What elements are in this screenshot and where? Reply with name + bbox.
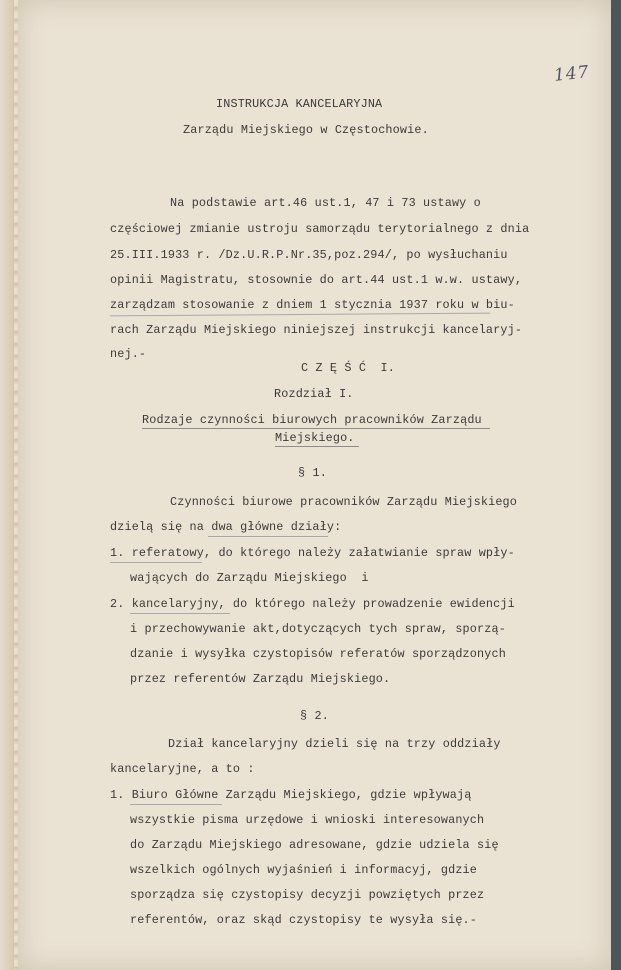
- section-line: przez referentów Zarządu Miejskiego.: [130, 672, 391, 686]
- preamble-line: nej.-: [110, 347, 147, 361]
- preamble-line: 25.III.1933 r. /Dz.U.R.P.Nr.35,poz.294/, po wysłuchaniu: [110, 248, 508, 262]
- section-line: 1. referatowy, do którego należy załatwianie spraw wpły-: [110, 546, 515, 560]
- chapter-heading: Rozdział I.: [274, 387, 354, 401]
- folio-number: 147: [553, 62, 591, 86]
- section-line: sporządza się czystopisy decyzji powziętych przez: [130, 888, 485, 902]
- section-line: do Zarządu Miejskiego adresowane, gdzie udziela się: [130, 838, 499, 852]
- part-heading: C Z Ę Ś Ć I.: [301, 361, 395, 375]
- document-title: INSTRUKCJA KANCELARYJNA: [216, 97, 383, 111]
- section-line: Czynności biurowe pracowników Zarządu Miejskiego: [170, 495, 518, 509]
- preamble-line: Na podstawie art.46 ust.1, 47 i 73 ustawy o: [170, 196, 481, 210]
- section-line: i przechowywanie akt,dotyczących tych spraw, sporzą-: [130, 622, 506, 636]
- pen-underline: [110, 562, 202, 563]
- section-line: wszystkie pisma urzędowe i wnioski interesowanych: [130, 813, 485, 827]
- section-mark: § 1.: [298, 466, 327, 480]
- section-line: kancelaryjne, a to :: [110, 762, 255, 776]
- document-subtitle: Zarządu Miejskiego w Częstochowie.: [183, 123, 429, 137]
- document-page: [18, 0, 611, 970]
- pen-underline: [208, 536, 328, 537]
- section-line: wszelkich ogólnych wyjaśnień i informacyj, gdzie: [130, 863, 478, 877]
- preamble-line: zarządzam stosowanie z dniem 1 stycznia 1937 roku w biu-: [110, 298, 515, 312]
- pen-underline: [130, 613, 230, 614]
- section-line: referentów, oraz skąd czystopisy te wysyła się.-: [130, 913, 478, 927]
- pen-underline: [130, 804, 222, 805]
- preamble-line: opinii Magistratu, stosownie do art.44 ust.1 w.w. ustawy,: [110, 273, 523, 287]
- chapter-title-underline: [275, 446, 359, 447]
- preamble-line: rach Zarządu Miejskiego niniejszej instrukcji kancelaryj-: [110, 323, 523, 337]
- section-mark: § 2.: [300, 709, 329, 723]
- chapter-title-line: Miejskiego.: [275, 431, 355, 445]
- section-line: Dział kancelaryjny dzieli się na trzy oddziały: [168, 737, 501, 751]
- section-line: dzanie i wysyłka czystopisów referatów sporządzonych: [130, 647, 506, 661]
- preamble-line: częściowej zmianie ustroju samorządu terytorialnego z dnia: [110, 222, 530, 236]
- chapter-title-line: Rodzaje czynności biurowych pracowników Zarządu: [142, 413, 482, 427]
- chapter-title-underline: [142, 428, 490, 429]
- section-line: 2. kancelaryjny, do którego należy prowadzenie ewidencji: [110, 597, 515, 611]
- section-line: dzielą się na dwa główne działy:: [110, 520, 342, 534]
- pen-underline: [110, 313, 490, 317]
- section-line: 1. Biuro Główne Zarządu Miejskiego, gdzie wpływają: [110, 788, 472, 802]
- section-line: wających do Zarządu Miejskiego i: [130, 571, 369, 585]
